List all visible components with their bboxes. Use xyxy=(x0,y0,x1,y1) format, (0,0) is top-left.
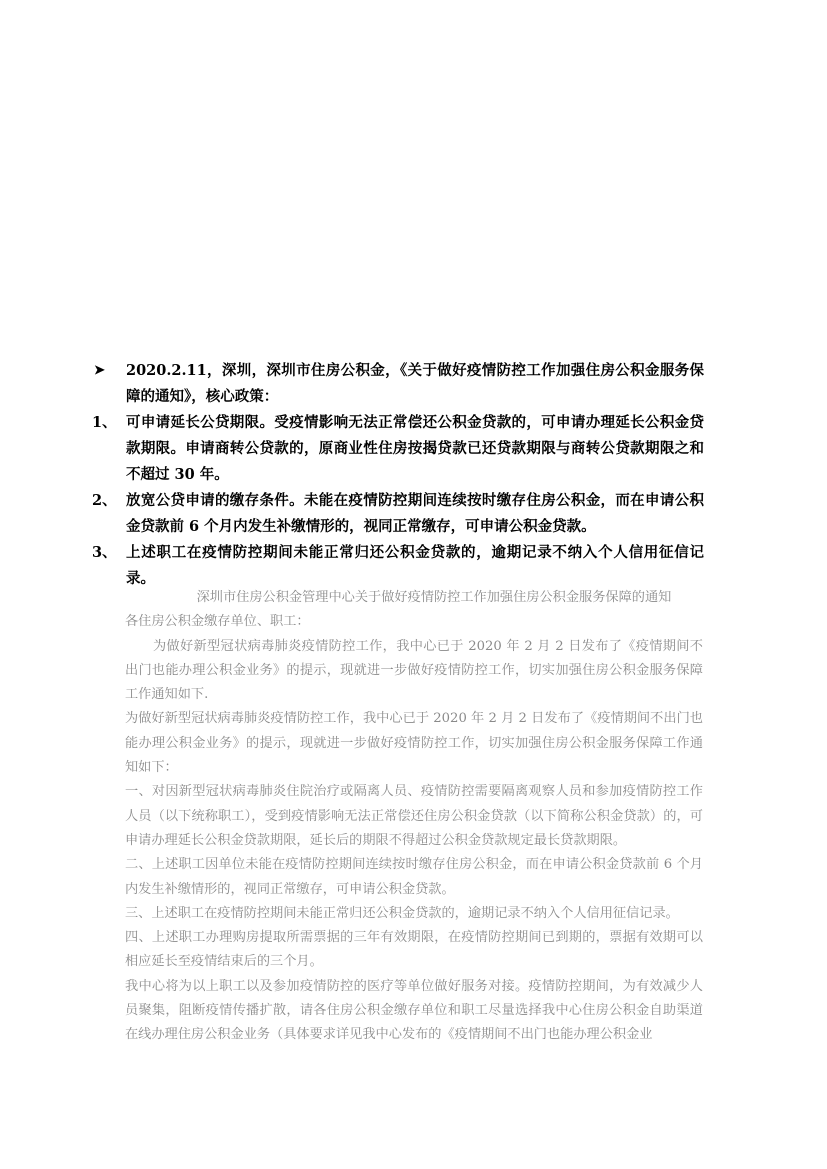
summary-headline-text: 2020.2.11，深圳，深圳市住房公积金，《关于做好疫情防控工作加强住房公积金服务保障的通知》，核心政策： xyxy=(126,362,704,405)
notice-body xyxy=(125,586,703,1048)
notice-paragraph: 为做好新型冠状病毒肺炎疫情防控工作，我中心已于 2020 年 2 月 2 日发布了《疫情期间不出门也能办理公积金业务》的提示，现就进一步做好疫情防控工作，切实加强住房公积金服务保障工作通知如下： xyxy=(125,711,703,776)
summary-item xyxy=(92,410,704,488)
notice-paragraph: 为做好新型冠状病毒肺炎疫情防控工作，我中心已于 2020 年 2 月 2 日发布了《疫情期间不出门也能办理公积金业务》的提示，现就进一步做好疫情防控工作，切实加强住房公积金服务保障工作通知如下. xyxy=(125,638,703,703)
notice-paragraph: 一、对因新型冠状病毒肺炎住院治疗或隔离人员、疫情防控需要隔离观察人员和参加疫情防控工作人员（以下统称职工），受到疫情影响无法正常偿还住房公积金贷款（以下简称公积金贷款）的，可申请办理延长公积金贷款期限，延长后的期限不得超过公积金贷款规定最长贷款期限。 xyxy=(125,784,703,848)
notice-paragraph: 二、上述职工因单位未能在疫情防控期间连续按时缴存住房公积金，而在申请公积金贷款前 6 个月内发生补缴情形的，视同正常缴存，可申请公积金贷款。 xyxy=(125,857,703,897)
notice-paragraph: 四、上述职工办理购房提取所需票据的三年有效期限，在疫情防控期间已到期的，票据有效期可以相应延长至疫情结束后的三个月。 xyxy=(125,930,703,970)
notice-paragraph: 三、上述职工在疫情防控期间未能正常归还公积金贷款的，逾期记录不纳入个人信用征信记录。 xyxy=(125,905,679,921)
summary-item-text: 上述职工在疫情防控期间未能正常归还公积金贷款的，逾期记录不纳入个人信用征信记录。 xyxy=(126,544,704,587)
summary-item-text: 放宽公贷申请的缴存条件。未能在疫情防控期间连续按时缴存住房公积金，而在申请公积金贷款前 6 个月内发生补缴情形的，视同正常缴存，可申请公积金贷款。 xyxy=(126,492,704,535)
summary-item-marker: 1、 xyxy=(92,414,117,431)
summary-item xyxy=(92,488,704,540)
summary-item-text: 可申请延长公贷期限。受疫情影响无法正常偿还公积金贷款的，可申请办理延长公积金贷款期限。申请商转公贷款的，原商业性住房按揭贷款已还贷款期限与商转公贷款期限之和不超过 30 年。 xyxy=(126,414,704,483)
summary-item-marker: 3、 xyxy=(92,544,117,561)
summary-item-marker: 2、 xyxy=(92,492,117,509)
summary-item xyxy=(92,540,704,592)
notice-salutation: 各住房公积金缴存单位、职工： xyxy=(125,614,310,630)
summary-headline xyxy=(92,358,704,410)
notice-title: 深圳市住房公积金管理中心关于做好疫情防控工作加强住房公积金服务保障的通知 xyxy=(196,590,672,605)
policy-summary xyxy=(92,358,704,592)
notice-paragraph: 我中心将为以上职工以及参加疫情防控的医疗等单位做好服务对接。疫情防控期间，为有效减少人员聚集，阻断疫情传播扩散，请各住房公积金缴存单位和职工尽量选择我中心住房公积金自助渠道在线办理住房公积金业务（具体要求详见我中心发布的《疫情期间不出门也能办理公积金业 xyxy=(125,978,703,1043)
arrow-bullet-icon: ➤ xyxy=(94,363,105,378)
